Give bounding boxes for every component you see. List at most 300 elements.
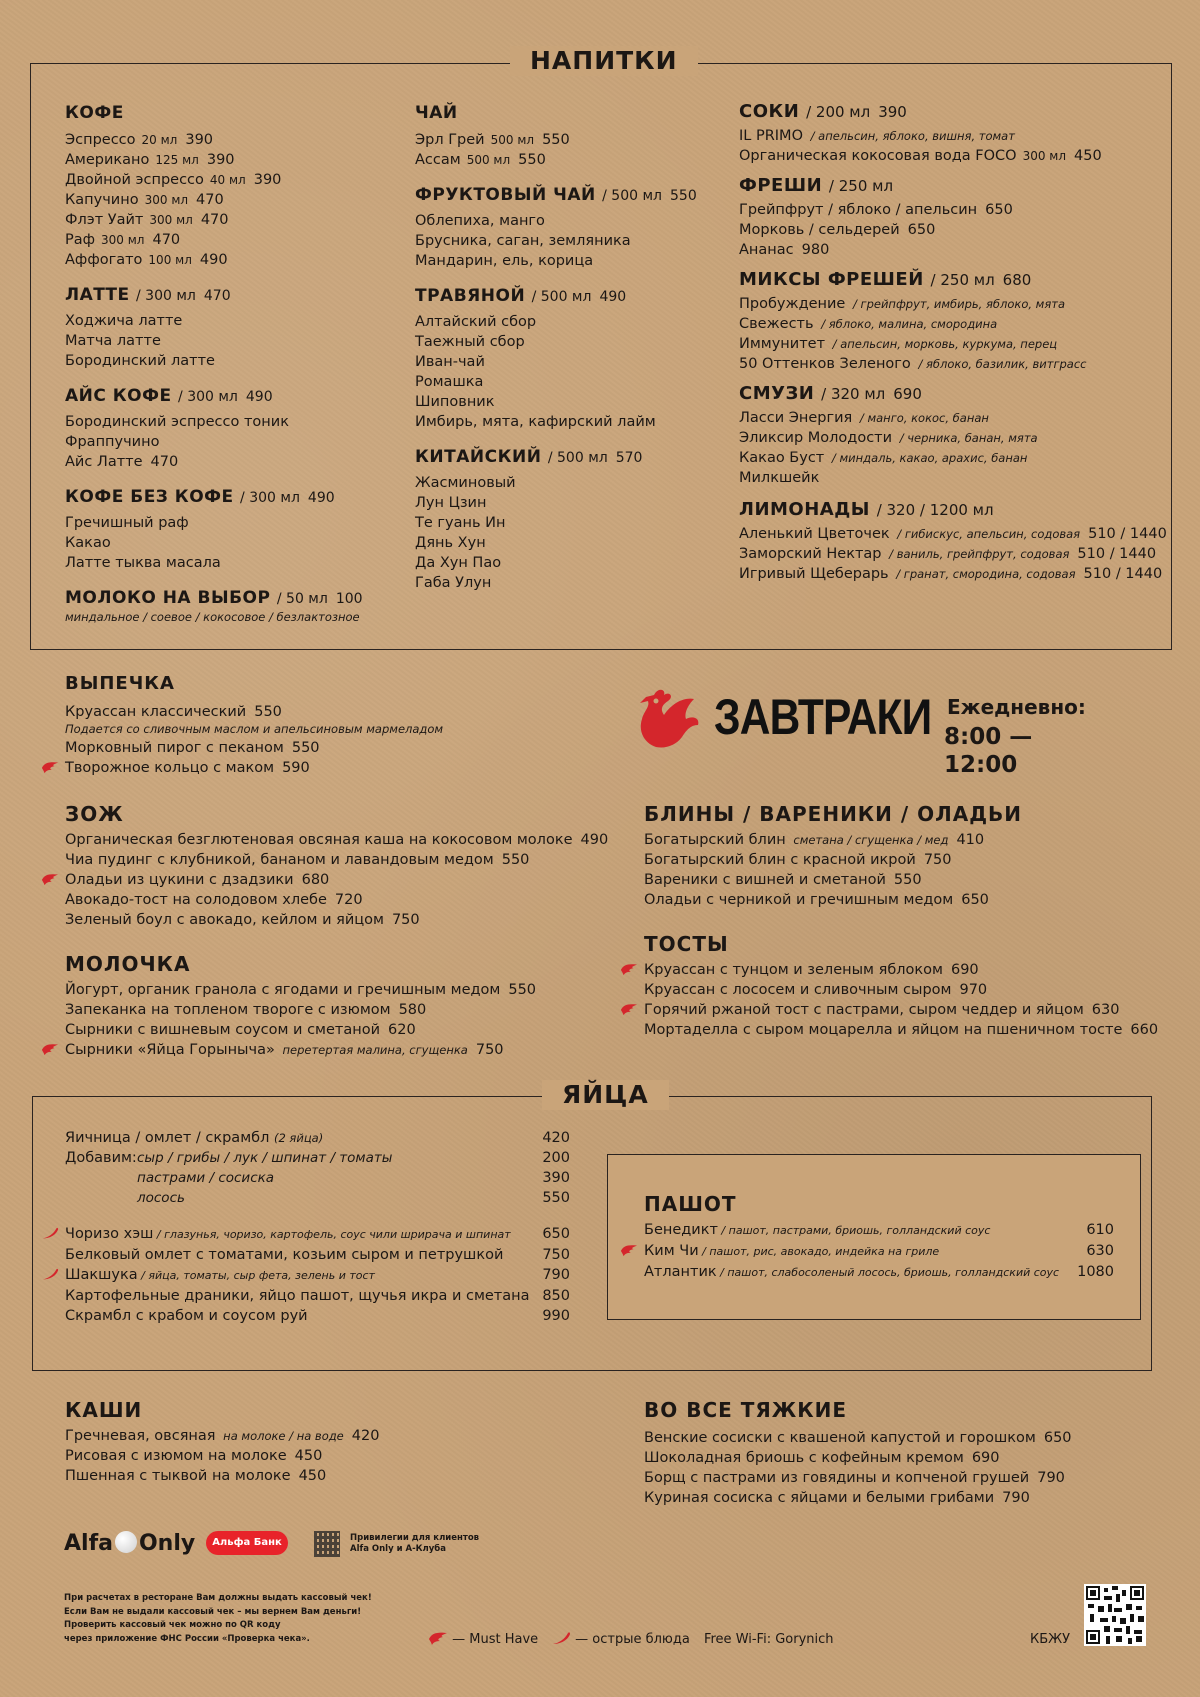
item-price: 630 xyxy=(1091,1002,1120,1018)
item-price: 550 xyxy=(518,152,546,168)
item-name: Круассан с лососем и сливочным сыром xyxy=(644,982,952,998)
item-title: Картофельные драники, яйцо пашот, щучья икра и сметана xyxy=(65,1288,530,1304)
pancakes-section xyxy=(644,802,1164,910)
item-name xyxy=(65,1265,530,1286)
item-name: Латте тыква масала xyxy=(65,555,221,571)
spicy-legend: — острые блюда Free Wi-Fi: Gorynich xyxy=(551,1631,834,1649)
addition-name xyxy=(65,1188,530,1208)
item-name: Двойной эспрессо xyxy=(65,172,204,188)
item-note: / пашот, рис, авокадо, индейка на гриле xyxy=(698,1245,940,1258)
item-name: Ромашка xyxy=(415,374,484,390)
addition-text: пастрами / сосиска xyxy=(137,1170,275,1186)
item-name: Ассам xyxy=(415,152,461,168)
addition-text: сыр / грибы / лук / шпинат / томаты xyxy=(137,1150,393,1166)
menu-item xyxy=(415,352,715,372)
fruit-tea-heading: ФРУКТОВЫЙ ЧАЙ / 500 мл 550 xyxy=(415,185,697,205)
item-name: Габа Улун xyxy=(415,575,492,591)
item-name: Жасминовый xyxy=(415,475,516,491)
addition-name xyxy=(65,1148,530,1168)
item-name: Гречневая, овсяная xyxy=(65,1428,216,1444)
bakery-list xyxy=(65,702,585,778)
item-name: Игривый Щеберарь xyxy=(739,566,889,582)
eggs-addition-row xyxy=(65,1148,570,1168)
item-name: Айс Латте xyxy=(65,454,143,470)
item-name: Да Хун Пао xyxy=(415,555,502,571)
spicy-icon xyxy=(41,1267,59,1281)
item-volume: 500 мл xyxy=(490,133,535,147)
menu-item xyxy=(739,240,1159,260)
item-price: 550 xyxy=(254,704,282,720)
item-title: Бенедикт xyxy=(644,1222,718,1238)
item-name: Бородинский эспрессо тоник xyxy=(65,414,289,430)
fruit-tea-list xyxy=(415,211,715,271)
item-price: 510 / 1440 xyxy=(1083,566,1163,582)
heavy-list xyxy=(644,1428,1164,1508)
item-price: 970 xyxy=(959,982,988,998)
porridge-heading: КАШИ xyxy=(65,1398,143,1422)
herbal-heading: ТРАВЯНОЙ / 500 мл 490 xyxy=(415,286,627,306)
juices-heading: СОКИ / 200 мл 390 xyxy=(739,101,907,122)
toasts-heading: ТОСТЫ xyxy=(644,932,729,956)
menu-item xyxy=(739,408,1159,428)
item-volume: 500 мл xyxy=(466,153,511,167)
item-price: 790 xyxy=(542,1267,570,1283)
menu-item xyxy=(739,564,1163,584)
eggs-title: ЯЙЦА xyxy=(542,1080,669,1110)
item-name: Сырники «Яйца Горыныча» xyxy=(65,1042,275,1058)
item-name: Мортаделла с сыром моцарелла и яйцом на пшеничном тосте xyxy=(644,1022,1123,1038)
menu-item xyxy=(65,910,625,930)
item-name xyxy=(65,1224,530,1245)
item-title: Шакшука xyxy=(65,1267,138,1283)
milk-note: миндальное / соевое / кокосовое / безлактозное xyxy=(65,610,360,624)
small-qr-icon xyxy=(314,1531,340,1557)
item-volume: 300 мл xyxy=(1022,149,1067,163)
menu-item xyxy=(644,1428,1164,1448)
zozh-section xyxy=(65,802,625,930)
item-price: 450 xyxy=(294,1448,323,1464)
poached-item-row xyxy=(644,1262,1114,1283)
item-name: Запеканка на топленом твороге с изюмом xyxy=(65,1002,391,1018)
item-price: 650 xyxy=(961,892,989,908)
item-name: Авокадо-тост на солодовом хлебе xyxy=(65,892,327,908)
item-name: Ходжича латте xyxy=(65,313,183,329)
menu-item xyxy=(65,1040,625,1060)
chinese-list xyxy=(415,473,715,593)
addition-price: 200 xyxy=(542,1150,570,1166)
tea-list xyxy=(415,130,715,170)
eggs-additions xyxy=(65,1148,570,1208)
item-note: / яблоко, базилик, витграсс xyxy=(914,357,1087,371)
item-price: 550 xyxy=(291,740,320,756)
item-title: Атлантик xyxy=(644,1264,717,1280)
item-name xyxy=(65,1286,530,1306)
menu-item xyxy=(644,890,1164,910)
item-price: 750 xyxy=(542,1247,570,1263)
item-note: / грейпфрут, имбирь, яблоко, мята xyxy=(849,297,1066,311)
item-price: 790 xyxy=(1037,1470,1065,1486)
menu-item xyxy=(415,513,715,533)
menu-item xyxy=(65,230,395,250)
menu-item xyxy=(65,412,395,432)
menu-item xyxy=(739,220,1159,240)
item-name: Брусника, саган, земляника xyxy=(415,233,631,249)
addition-price: 390 xyxy=(542,1170,570,1186)
menu-item xyxy=(65,870,625,890)
item-price: 650 xyxy=(1043,1430,1072,1446)
must-have-icon xyxy=(41,760,59,774)
item-name: Капучино xyxy=(65,192,139,208)
item-name: Лун Цзин xyxy=(415,495,487,511)
item-volume: 300 мл xyxy=(149,213,193,227)
item-name xyxy=(644,1220,1064,1241)
bakery-section xyxy=(65,672,585,778)
menu-item xyxy=(644,960,1174,980)
item-name: Эспрессо xyxy=(65,132,136,148)
menu-item xyxy=(65,432,395,452)
item-price: 1080 xyxy=(1077,1264,1114,1280)
item-note: / яйца, томаты, сыр фета, зелень и тост xyxy=(137,1269,375,1282)
zozh-heading: ЗОЖ xyxy=(65,802,124,826)
receipt-line: через приложение ФНС России «Проверка чека». xyxy=(64,1633,310,1644)
must-have-icon xyxy=(620,1243,638,1257)
item-price: 550 xyxy=(508,982,537,998)
item-title: Чоризо хэш xyxy=(65,1226,154,1242)
menu-item xyxy=(65,1000,625,1020)
coffee-column xyxy=(65,102,395,624)
menu-item xyxy=(415,573,715,593)
item-note: / апельсин, морковь, куркума, перец xyxy=(829,337,1058,351)
item-name: Шоколадная бриошь с кофейным кремом xyxy=(644,1450,964,1466)
menu-item xyxy=(415,392,715,412)
item-name: Пшенная с тыквой на молоке xyxy=(65,1468,291,1484)
item-note: / апельсин, яблоко, вишня, томат xyxy=(806,129,1015,143)
item-price: 390 xyxy=(206,152,235,168)
chinese-heading: КИТАЙСКИЙ / 500 мл 570 xyxy=(415,447,643,467)
menu-item xyxy=(415,130,715,150)
poached-list xyxy=(644,1220,1114,1283)
item-name: Органическая безглютеновая овсяная каша на кокосовом молоке xyxy=(65,832,573,848)
menu-item xyxy=(65,890,625,910)
eggs-addition-row xyxy=(65,1188,570,1208)
item-name: Морковь / сельдерей xyxy=(739,222,900,238)
item-name: Заморский Нектар xyxy=(739,546,882,562)
menu-item xyxy=(739,314,1159,334)
item-price: 680 xyxy=(301,872,330,888)
menu-item xyxy=(644,850,1164,870)
menu-item xyxy=(65,1446,565,1466)
item-name: Иммунитет xyxy=(739,336,826,352)
item-name: Творожное кольцо с маком xyxy=(65,760,275,776)
receipt-line: Проверить кассовый чек можно по QR коду xyxy=(64,1620,281,1630)
menu-item xyxy=(739,200,1159,220)
item-price: 690 xyxy=(950,962,979,978)
item-name: Горячий ржаной тост с пастрами, сыром чеддер и яйцом xyxy=(644,1002,1084,1018)
breakfast-hours: 8:00 — 12:00 xyxy=(944,724,1033,778)
menu-item xyxy=(65,738,585,758)
item-price: 790 xyxy=(1002,1490,1030,1506)
item-name xyxy=(644,1262,1064,1283)
eggs-item-row xyxy=(65,1265,570,1286)
menu-item xyxy=(65,850,625,870)
item-price: 510 / 1440 xyxy=(1088,526,1167,542)
item-name: Вареники с вишней и сметаной xyxy=(644,872,886,888)
spicy-icon xyxy=(41,1226,59,1240)
privileges-text: Привилегии для клиентов Alfa Only и А-Клуба xyxy=(350,1533,480,1554)
menu-item xyxy=(415,372,715,392)
item-name: Аленький Цветочек xyxy=(739,526,890,542)
alfa-only-logo: Alfa Only xyxy=(64,1531,196,1556)
menu-item xyxy=(65,210,395,230)
item-price: 450 xyxy=(1074,148,1102,164)
ice-coffee-list xyxy=(65,412,395,472)
ice-coffee-heading: АЙС КОФЕ / 300 мл 490 xyxy=(65,386,273,406)
poached-section xyxy=(644,1192,1114,1283)
menu-item xyxy=(65,1020,625,1040)
item-price: 620 xyxy=(388,1022,416,1038)
item-name xyxy=(644,1241,1064,1262)
menu-item xyxy=(65,702,585,722)
menu-item xyxy=(65,170,395,190)
item-note: сметана / сгущенка / мед xyxy=(789,833,949,847)
item-price: 470 xyxy=(152,232,181,248)
menu-item xyxy=(65,452,395,472)
item-title: Белковый омлет с томатами, козьим сыром и петрушкой xyxy=(65,1247,504,1263)
menu-item xyxy=(65,830,625,850)
bakery-heading: ВЫПЕЧКА xyxy=(65,673,175,694)
menu-item xyxy=(65,331,395,351)
item-price: 610 xyxy=(1086,1222,1114,1238)
item-price: 420 xyxy=(351,1428,380,1444)
addition-label: Добавим: xyxy=(65,1150,137,1166)
menu-item xyxy=(65,533,395,553)
menu-item xyxy=(415,211,715,231)
item-note: перетертая малина, сгущенка xyxy=(278,1043,468,1057)
nocoffee-list xyxy=(65,513,395,573)
menu-item xyxy=(415,231,715,251)
breakfast-title: ЗАВТРАКИ xyxy=(714,689,932,745)
menu-item xyxy=(644,1468,1164,1488)
dairy-list xyxy=(65,980,625,1060)
item-name: Какао xyxy=(65,535,111,551)
zozh-list xyxy=(65,830,625,930)
item-price: 650 xyxy=(907,222,936,238)
item-price: 850 xyxy=(542,1288,570,1304)
item-name: Дянь Хун xyxy=(415,535,486,551)
menu-item xyxy=(739,146,1159,166)
poached-heading: ПАШОТ xyxy=(644,1192,737,1216)
item-volume: 125 мл xyxy=(155,153,199,167)
menu-item xyxy=(65,311,395,331)
item-note: / черника, банан, мята xyxy=(896,431,1038,445)
item-price: 490 xyxy=(580,832,609,848)
mixes-list xyxy=(739,294,1159,374)
item-price: 990 xyxy=(542,1308,570,1324)
eggs-list xyxy=(65,1224,570,1326)
item-name: Шиповник xyxy=(415,394,495,410)
latte-list xyxy=(65,311,395,371)
item-note: / пашот, слабосоленый лосось, бриошь, голландский соус xyxy=(716,1266,1060,1279)
item-price: 650 xyxy=(542,1226,570,1242)
pearl-icon xyxy=(115,1531,137,1553)
tea-column xyxy=(415,102,715,593)
item-name: Флэт Уайт xyxy=(65,212,144,228)
spicy-icon xyxy=(551,1631,571,1645)
pancakes-list xyxy=(644,830,1164,910)
item-name: Венские сосиски с квашеной капустой и горошком xyxy=(644,1430,1036,1446)
menu-item xyxy=(65,758,585,778)
item-volume: 300 мл xyxy=(101,233,145,247)
item-name: Зеленый боул с авокадо, кейлом и яйцом xyxy=(65,912,384,928)
menu-item xyxy=(739,428,1159,448)
addition-price: 550 xyxy=(542,1190,570,1206)
item-price: 750 xyxy=(475,1042,504,1058)
alfa-bank-badge: Альфа Банк xyxy=(206,1531,288,1555)
item-name: Таежный сбор xyxy=(415,334,525,350)
item-price: 390 xyxy=(253,172,282,188)
menu-item xyxy=(65,513,395,533)
menu-item xyxy=(65,1466,565,1486)
item-volume: 20 мл xyxy=(141,133,178,147)
juices-list xyxy=(739,126,1159,166)
item-name: Богатырский блин xyxy=(644,832,786,848)
menu-item xyxy=(739,524,1167,544)
item-name: IL PRIMO xyxy=(739,128,803,144)
eggs-item-row xyxy=(65,1306,570,1326)
item-price: 490 xyxy=(199,252,228,268)
menu-item xyxy=(644,1020,1174,1040)
heavy-section xyxy=(644,1398,1164,1508)
item-name: Оладьи из цукини с дзадзики xyxy=(65,872,294,888)
item-name: Круассан с тунцом и зеленым яблоком xyxy=(644,962,943,978)
coffee-heading: КОФЕ xyxy=(65,103,124,123)
toasts-list xyxy=(644,960,1174,1040)
item-title: Скрамбл с крабом и соусом руй xyxy=(65,1308,308,1324)
item-name: Пробуждение xyxy=(739,296,846,312)
item-name: Матча латте xyxy=(65,333,161,349)
item-name: Аффогато xyxy=(65,252,143,268)
item-name: Алтайский сбор xyxy=(415,314,537,330)
item-name: Милкшейк xyxy=(739,470,820,486)
lemonades-list xyxy=(739,524,1167,584)
addition-name xyxy=(65,1168,530,1188)
item-name: Свежесть xyxy=(739,316,814,332)
eggs-item-row xyxy=(65,1286,570,1306)
item-price: 630 xyxy=(1086,1243,1114,1259)
menu-item xyxy=(415,412,715,432)
menu-item xyxy=(644,870,1164,890)
menu-item xyxy=(644,1488,1164,1508)
fresh-heading: ФРЕШИ / 250 мл xyxy=(739,175,894,196)
eggs-item-row xyxy=(65,1224,570,1245)
item-name: Куриная сосиска с яйцами и белыми грибами xyxy=(644,1490,995,1506)
menu-item xyxy=(415,473,715,493)
item-price: 470 xyxy=(200,212,229,228)
drinks-title: НАПИТКИ xyxy=(510,46,698,76)
toasts-section xyxy=(644,932,1174,1040)
menu-item xyxy=(65,130,395,150)
daily-label: Ежедневно: xyxy=(947,695,1086,719)
item-price: 590 xyxy=(282,760,310,776)
porridge-list xyxy=(65,1426,565,1486)
item-name: Фраппучино xyxy=(65,434,160,450)
item-note: на молоке / на воде xyxy=(219,1429,344,1443)
item-name: Имбирь, мята, кафирский лайм xyxy=(415,414,656,430)
poached-item-row xyxy=(644,1220,1114,1241)
addition-text: лосось xyxy=(137,1190,185,1206)
item-note: / манго, кокос, банан xyxy=(856,411,989,425)
wifi-text: Free Wi-Fi: Gorynich xyxy=(703,1632,834,1647)
menu-item xyxy=(644,1000,1174,1020)
item-price: 720 xyxy=(334,892,363,908)
item-price: 750 xyxy=(923,852,952,868)
item-name: Эрл Грей xyxy=(415,132,485,148)
item-name: Рисовая с изюмом на молоке xyxy=(65,1448,287,1464)
item-price: 660 xyxy=(1130,1022,1159,1038)
menu-item xyxy=(739,544,1159,564)
item-name: Раф xyxy=(65,232,96,248)
item-name: Чиа пудинг с клубникой, бананом и лавандовым медом xyxy=(65,852,494,868)
tea-heading: ЧАЙ xyxy=(415,103,458,123)
item-note: / гибискус, апельсин, содовая xyxy=(893,527,1081,541)
item-name: Йогурт, органик гранола с ягодами и гречишным медом xyxy=(65,982,501,998)
item-name: Те гуань Ин xyxy=(415,515,506,531)
dairy-heading: МОЛОЧКА xyxy=(65,952,191,976)
item-price: 470 xyxy=(150,454,179,470)
item-note: / глазунья, чоризо, картофель, соус чили шрирача и шпинат xyxy=(153,1228,511,1241)
coffee-list xyxy=(65,130,395,270)
menu-item xyxy=(415,312,715,332)
item-price: 470 xyxy=(196,192,224,208)
rooster-icon xyxy=(632,685,702,751)
smoothie-list xyxy=(739,408,1159,488)
smoothie-heading: СМУЗИ / 320 мл 690 xyxy=(739,383,922,404)
must-have-icon xyxy=(620,962,638,976)
juice-column xyxy=(739,100,1167,584)
latte-heading: ЛАТТЕ / 300 мл 470 xyxy=(65,285,231,305)
item-price: 510 / 1440 xyxy=(1077,546,1157,562)
item-note: / ваниль, грейпфрут, содовая xyxy=(885,547,1070,561)
item-note: Подается со сливочным маслом и апельсиновым мармеладом xyxy=(65,722,444,736)
menu-item xyxy=(644,1448,1164,1468)
pancakes-heading: БЛИНЫ / ВАРЕНИКИ / ОЛАДЬИ xyxy=(644,802,1023,826)
item-name: Грейпфрут / яблоко / апельсин xyxy=(739,202,978,218)
item-name: Богатырский блин с красной икрой xyxy=(644,852,916,868)
milk-heading: МОЛОКО НА ВЫБОР / 50 мл 100 xyxy=(65,588,363,608)
item-name: Мандарин, ель, корица xyxy=(415,253,594,269)
item-price: 980 xyxy=(801,242,830,258)
item-name: Американо xyxy=(65,152,150,168)
heavy-heading: ВО ВСЕ ТЯЖКИЕ xyxy=(644,1398,848,1422)
kbju-label: КБЖУ xyxy=(1030,1632,1071,1647)
item-name: Эликсир Молодости xyxy=(739,430,893,446)
item-name: Морковный пирог с пеканом xyxy=(65,740,284,756)
eggs-item-row xyxy=(65,1245,570,1265)
item-note: / миндаль, какао, арахис, банан xyxy=(828,451,1028,465)
item-name: Борщ с пастрами из говядины и копченой грушей xyxy=(644,1470,1030,1486)
item-price: 690 xyxy=(971,1450,1000,1466)
item-name: Оладьи с черникой и гречишным медом xyxy=(644,892,954,908)
eggs-left xyxy=(65,1128,570,1326)
receipt-line: При расчетах в ресторане Вам должны выдать кассовый чек! xyxy=(64,1593,372,1603)
item-name: Облепиха, манго xyxy=(415,213,545,229)
item-volume: 300 мл xyxy=(144,193,189,207)
lemonades-heading: ЛИМОНАДЫ / 320 / 1200 мл xyxy=(739,499,994,520)
kbju-qr-icon[interactable] xyxy=(1084,1584,1146,1646)
menu-item xyxy=(415,493,715,513)
menu-item xyxy=(415,533,715,553)
item-price: 390 xyxy=(185,132,214,148)
